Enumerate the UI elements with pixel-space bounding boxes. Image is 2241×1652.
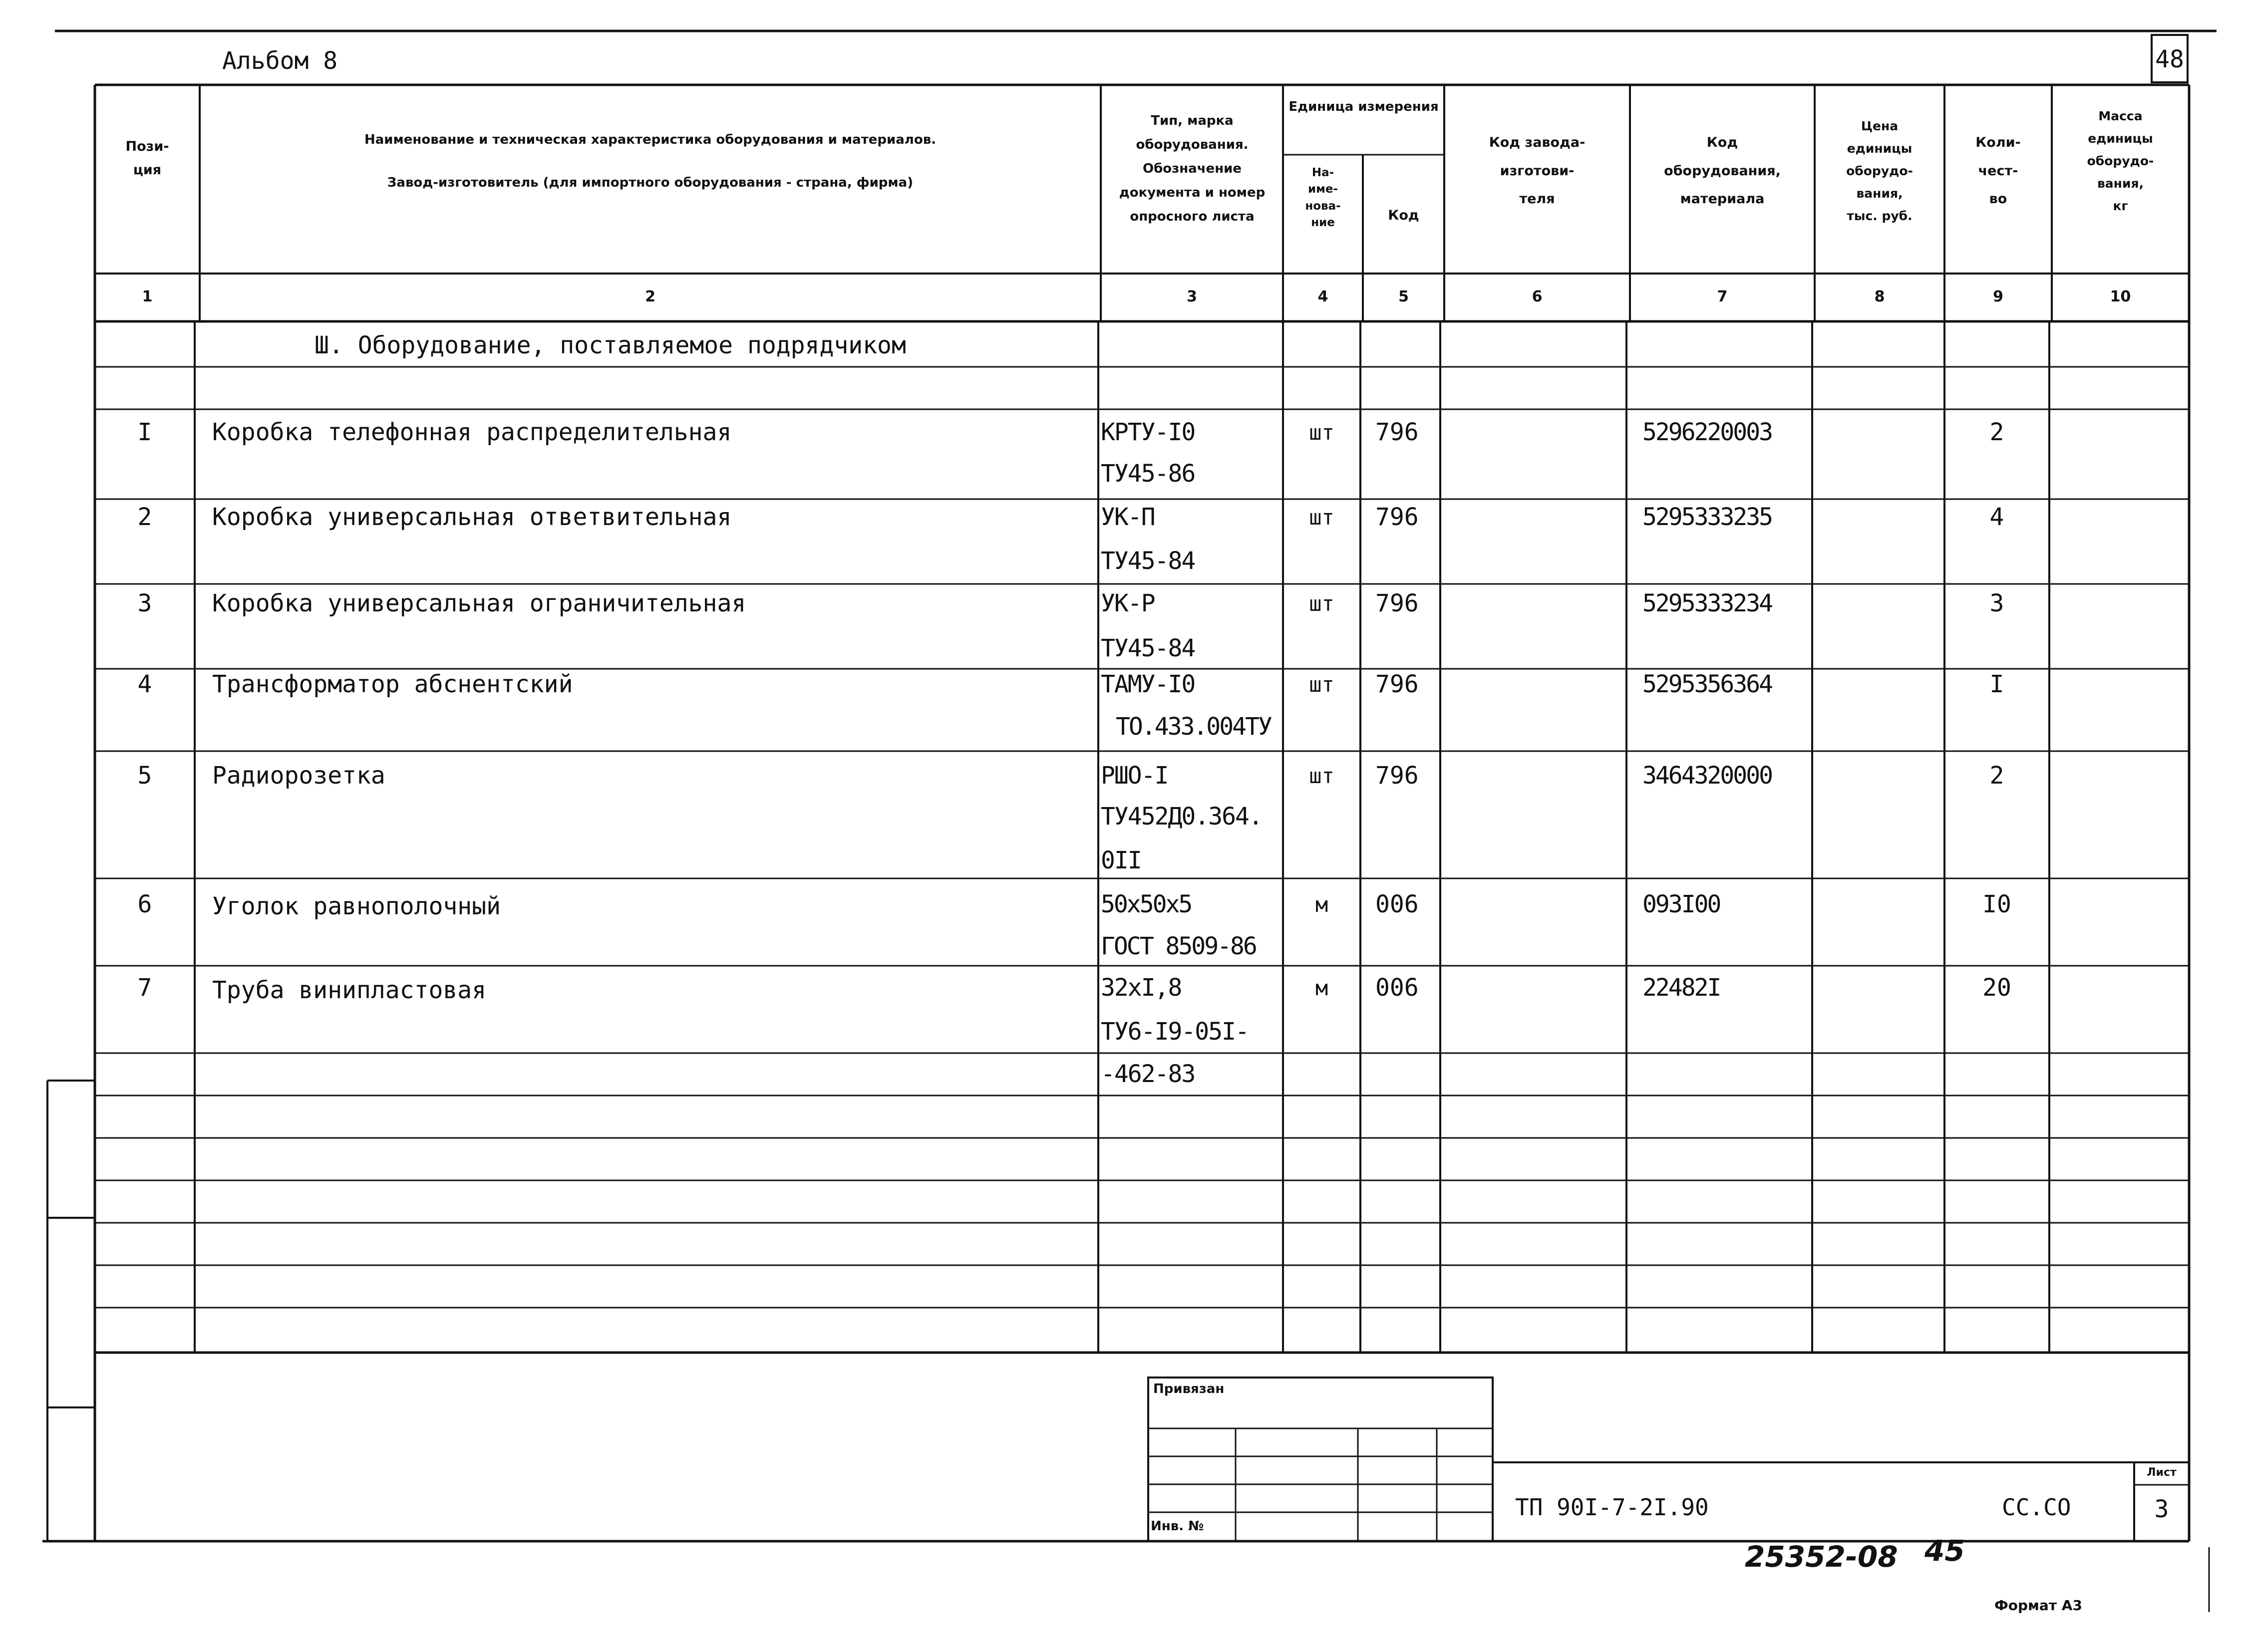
row-5-position: 5 <box>137 762 152 790</box>
row-4-unit-code: 796 <box>1375 670 1419 698</box>
row-7-code: 22482I <box>1642 974 1720 1002</box>
row-3-position: 3 <box>137 589 152 617</box>
row-7-doc-cont: -462-83 <box>1101 1060 1195 1088</box>
row-6-unit-code: 006 <box>1375 890 1419 918</box>
row-1-code: 5296220003 <box>1642 418 1772 446</box>
doc-code: ТП 90I-7-2I.90 <box>1515 1494 1709 1521</box>
colnum-9: 9 <box>1993 288 2003 305</box>
row-3-unit: шт <box>1309 591 1334 616</box>
handwritten-number: 25352-08 <box>1745 1540 1898 1574</box>
header-name: Наименование и техническая характеристика оборудования и материалов. Завод-изготовитель (для импортного оборудования - страна, фирма) <box>364 132 937 190</box>
row-3-quantity: 3 <box>1989 589 2004 617</box>
header-position: Пози- ция <box>125 139 169 178</box>
header-equipment-code: Код оборудования, материала <box>1664 135 1781 207</box>
row-1-name: Коробка телефонная распределительная <box>212 418 732 446</box>
header-factory-code: Код завода- изготови- теля <box>1489 135 1586 207</box>
row-1-doc: ТУ45-86 <box>1101 460 1195 488</box>
header-unit-group: Единица измерения <box>1288 99 1439 114</box>
row-2-unit: шт <box>1309 505 1334 530</box>
row-4-position: 4 <box>137 670 152 698</box>
header-type: Тип, марка оборудования. Обозначение документа и номер опросного листа <box>1119 113 1266 225</box>
row-6-quantity: I0 <box>1982 890 2011 918</box>
row-5-unit: шт <box>1309 764 1334 788</box>
row-3-code: 5295333234 <box>1642 589 1772 617</box>
row-5-code: 3464320000 <box>1642 762 1772 790</box>
row-4-doc: ТО.433.004ТУ <box>1116 713 1271 741</box>
row-1-unit-code: 796 <box>1375 418 1419 446</box>
row-2-unit-code: 796 <box>1375 503 1419 531</box>
sheet-label: Лист <box>2147 1466 2177 1479</box>
row-5-doc-cont: 0II <box>1101 846 1141 874</box>
row-7-unit-code: 006 <box>1375 974 1419 1002</box>
row-4-unit: шт <box>1309 672 1334 697</box>
row-6-name: Уголок равнополочный <box>212 892 501 920</box>
colnum-1: 1 <box>142 288 153 305</box>
colnum-10: 10 <box>2110 288 2131 305</box>
page-number: 48 <box>2155 45 2184 73</box>
row-2-quantity: 4 <box>1989 503 2004 531</box>
row-7-name: Труба винипластовая <box>212 976 487 1004</box>
header-price: Цена единицы оборудо- вания, тыс. руб. <box>1846 119 1913 223</box>
row-5-type: РШО-I <box>1101 762 1168 790</box>
row-1-type: КРТУ-I0 <box>1101 418 1195 446</box>
row-6-position: 6 <box>137 890 152 918</box>
row-5-name: Радиорозетка <box>212 762 385 790</box>
colnum-6: 6 <box>1532 288 1543 305</box>
section-title: Ш. Оборудование, поставляемое подрядчиком <box>315 331 906 359</box>
row-2-position: 2 <box>137 503 152 531</box>
colnum-8: 8 <box>1874 288 1885 305</box>
colnum-4: 4 <box>1317 288 1328 305</box>
row-7-unit: м <box>1315 976 1328 1000</box>
format-label: Формат А3 <box>1994 1597 2082 1614</box>
header-mass: Масса единицы оборудо- вания, кг <box>2087 109 2154 213</box>
row-7-type: 32хI,8 <box>1101 974 1182 1002</box>
colnum-3: 3 <box>1187 288 1197 305</box>
row-6-code: 093I00 <box>1642 890 1720 918</box>
row-5-quantity: 2 <box>1989 762 2004 790</box>
row-2-code: 5295333235 <box>1642 503 1772 531</box>
header-quantity: Коли- чест- во <box>1975 135 2021 207</box>
row-2-name: Коробка универсальная ответвительная <box>212 503 732 531</box>
row-6-doc: ГОСТ 8509-86 <box>1101 932 1256 960</box>
row-3-name: Коробка универсальная ограничительная <box>212 589 746 617</box>
handwritten-extra: 45 <box>1924 1534 1965 1568</box>
row-6-type: 50х50х5 <box>1101 890 1192 918</box>
row-3-unit-code: 796 <box>1375 589 1419 617</box>
row-3-type: УК-Р <box>1101 589 1155 617</box>
row-4-type: ТАМУ-I0 <box>1101 670 1195 698</box>
row-7-quantity: 20 <box>1982 974 2011 1002</box>
row-3-doc: ТУ45-84 <box>1101 634 1195 662</box>
header-unit-code: Код <box>1388 208 1419 223</box>
stamp-inv-label: Инв. № <box>1151 1519 1204 1534</box>
colnum-2: 2 <box>645 288 655 305</box>
row-4-code: 5295356364 <box>1642 670 1772 698</box>
row-2-doc: ТУ45-84 <box>1101 547 1195 575</box>
colnum-7: 7 <box>1717 288 1728 305</box>
row-1-unit: шт <box>1309 420 1334 445</box>
album-label: Альбом 8 <box>222 47 338 75</box>
row-5-unit-code: 796 <box>1375 762 1419 790</box>
stamp-bound-label: Привязан <box>1153 1381 1225 1396</box>
row-7-doc: ТУ6-I9-05I- <box>1101 1018 1249 1046</box>
row-4-name: Трансформатор абснентский <box>212 670 573 698</box>
row-7-position: 7 <box>137 974 152 1002</box>
row-5-doc: ТУ452Д0.364. <box>1101 803 1262 830</box>
row-6-unit: м <box>1315 892 1328 917</box>
row-1-quantity: 2 <box>1989 418 2004 446</box>
colnum-5: 5 <box>1398 288 1409 305</box>
header-unit-name: На- име- нова- ние <box>1305 166 1341 230</box>
row-2-type: УК-П <box>1101 503 1155 531</box>
sheet-number: 3 <box>2154 1495 2169 1523</box>
doc-suffix: СС.СО <box>2002 1494 2071 1521</box>
row-1-position: I <box>137 418 152 446</box>
row-4-quantity: I <box>1989 670 2004 698</box>
